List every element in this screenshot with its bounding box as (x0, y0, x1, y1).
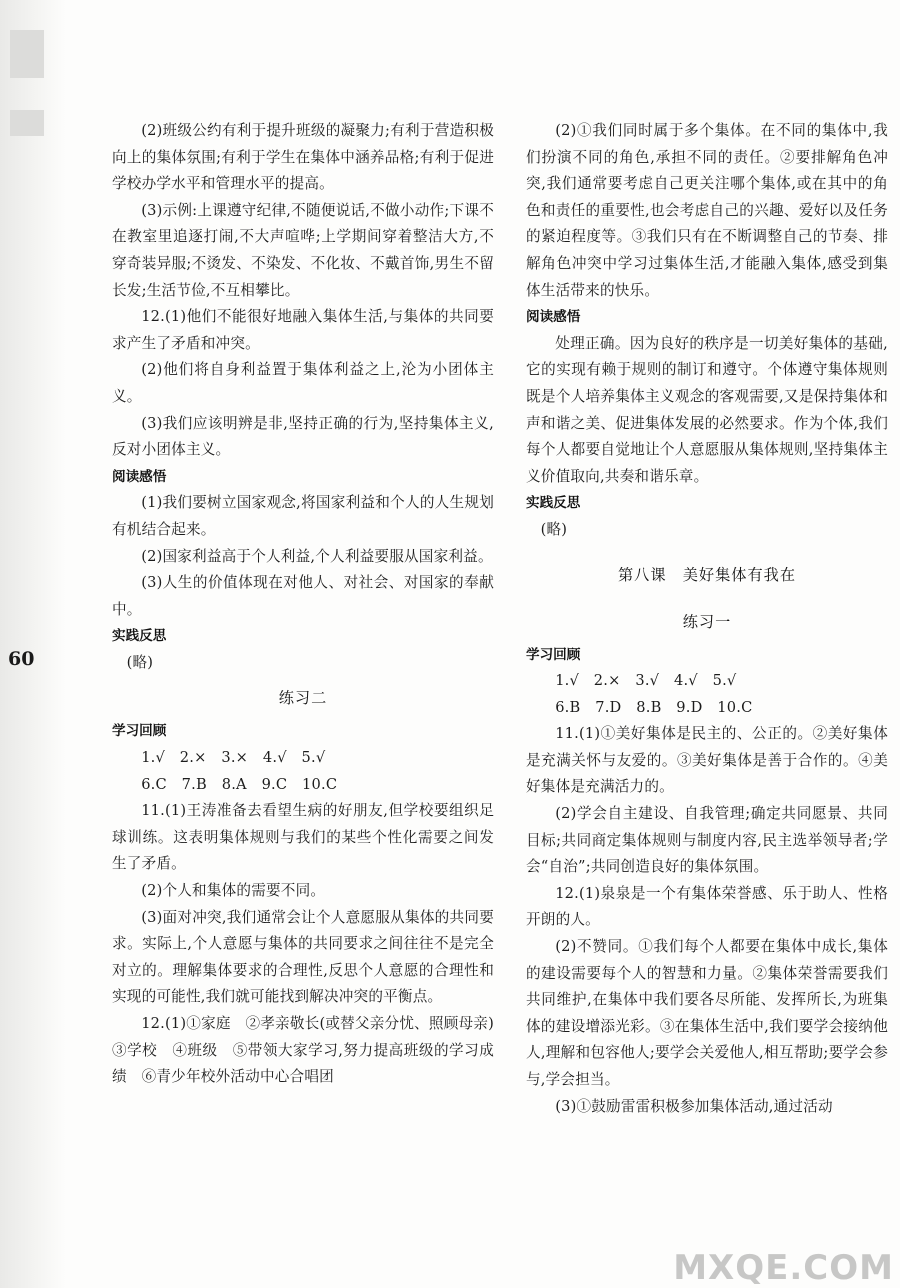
answer-paragraph: 12.(1)他们不能很好地融入集体生活,与集体的共同要求产生了矛盾和冲突。 (112, 308, 494, 352)
page-edge-shadow (0, 0, 66, 1288)
section-heading: 学习回顾 (112, 723, 167, 740)
answer-paragraph: (2)个人和集体的需要不同。 (141, 882, 326, 900)
answer-paragraph: (2)不赞同。①我们每个人都要在集体中成长,集体的建设需要每个人的智慧和力量。②集体荣誉需要我们共同维护,在集体中我们要各尽所能、发挥所长,为班集体的建设增添光彩。③在集体生活中,我们要学会接纳他人,理解和包容他人;要学会关爱他人,相互帮助;要学会参与,学会担当。 (526, 938, 888, 1088)
answer-paragraph: (3)示例:上课遵守纪律,不随便说话,不做小动作;下课不在教室里追逐打闹,不大声喧哗;上学期间穿着整洁大方,不穿奇装异服;不烫发、不染发、不化妆、不戴首饰,男生不留长发;生活节俭,不互相攀比。 (112, 201, 494, 299)
answer-paragraph: 处理正确。因为良好的秩序是一切美好集体的基础,它的实现有赖于规则的制订和遵守。个体遵守集体规则既是个人培养集体主义观念的客观需要,又是保持集体和声和谐之美、促进集体发展的必然要求。作为个体,我们每个人都要自觉地让个人意愿服从集体规则,坚持集体主义价值取向,共奏和谐乐章。 (526, 334, 888, 485)
answer-paragraph: (2)①我们同时属于多个集体。在不同的集体中,我们扮演不同的角色,承担不同的责任。②要排解角色冲突,我们通常要考虑自己更关注哪个集体,或在其中的角色和责任的重要性,也会考虑自己的兴趣、爱好以及任务的紧迫程度等。③我们只有在不断调整自己的节奏、排解角色冲突中学习过集体生活,才能融入集体,感受到集体生活带来的快乐。 (526, 122, 888, 299)
exercise-title: 练习一 (682, 612, 732, 631)
answer-paragraph: 11.(1)王涛准备去看望生病的好朋友,但学校要组织足球训练。这表明集体规则与我们的某些个性化需要之间发生了矛盾。 (112, 802, 494, 873)
section-heading: 实践反思 (526, 495, 581, 512)
answer-paragraph: (2)学会自主建设、自我管理;确定共同愿景、共同目标;共同商定集体规则与制度内容,民主选举领导者;学会“自治”;共同创造良好的集体氛围。 (526, 805, 888, 876)
section-heading: 学习回顾 (526, 646, 581, 663)
answer-paragraph: (2)他们将自身利益置于集体利益之上,沦为小团体主义。 (112, 361, 494, 405)
answer-paragraph: 11.(1)①美好集体是民主的、公正的。②美好集体是充满关怀与友爱的。③美好集体是善于合作的。④美好集体是充满活力的。 (526, 725, 888, 796)
answer-paragraph: (3)我们应该明辨是非,坚持正确的行为,坚持集体主义,反对小团体主义。 (112, 414, 494, 459)
answer-paragraph: (2)班级公约有利于提升班级的凝聚力;有利于营造积极向上的集体氛围;有利于学生在集体中涵养品格;有利于促进学校办学水平和管理水平的提高。 (112, 122, 494, 193)
answer-paragraph: 1.√ 2.× 3.√ 4.√ 5.√ (555, 672, 737, 690)
site-watermark: MXQE.COM (673, 1248, 894, 1288)
answer-paragraph: 12.(1)泉泉是一个有集体荣誉感、乐于助人、性格开朗的人。 (526, 884, 888, 929)
answer-paragraph: (略) (540, 520, 568, 538)
answer-paragraph: (略) (126, 653, 154, 671)
answer-paragraph: 6.C 7.B 8.A 9.C 10.C (141, 775, 338, 793)
scan-artifact (10, 30, 44, 78)
answer-paragraph: (3)人生的价值体现在对他人、对社会、对国家的奉献中。 (112, 574, 494, 618)
section-heading: 阅读感悟 (526, 309, 581, 326)
answer-paragraph: 12.(1)①家庭 ②孝亲敬长(或替父亲分忧、照顾母亲) ③学校 ④班级 ⑤带领大家学习,努力提高班级的学习成绩 ⑥青少年校外活动中心合唱团 (112, 1015, 509, 1086)
answer-paragraph: 6.B 7.D 8.B 9.D 10.C (555, 698, 753, 716)
answer-paragraph: (1)我们要树立国家观念,将国家利益和个人的人生规划有机结合起来。 (112, 494, 494, 538)
answer-paragraph: 1.√ 2.× 3.× 4.√ 5.√ (141, 749, 326, 767)
section-heading: 阅读感悟 (112, 468, 167, 485)
section-heading: 实践反思 (112, 628, 167, 645)
left-column (112, 118, 509, 1091)
answer-paragraph: (3)①鼓励雷雷积极参加集体活动,通过活动 (555, 1097, 833, 1115)
page-number: 60 (8, 648, 35, 670)
right-column (526, 118, 888, 1120)
answer-paragraph: (2)国家利益高于个人利益,个人利益要服从国家利益。 (141, 547, 493, 565)
answer-paragraph: (3)面对冲突,我们通常会让个人意愿服从集体的共同要求。实际上,个人意愿与集体的共同要求之间往往不是完全对立的。理解集体要求的合理性,反思个人意愿的合理性和实现的可能性,我们就可能找到解决冲突的平衡点。 (112, 908, 494, 1006)
exercise-title: 练习二 (278, 689, 328, 708)
lesson-title: 第八课 美好集体有我在 (617, 565, 797, 584)
scan-artifact (10, 110, 44, 136)
